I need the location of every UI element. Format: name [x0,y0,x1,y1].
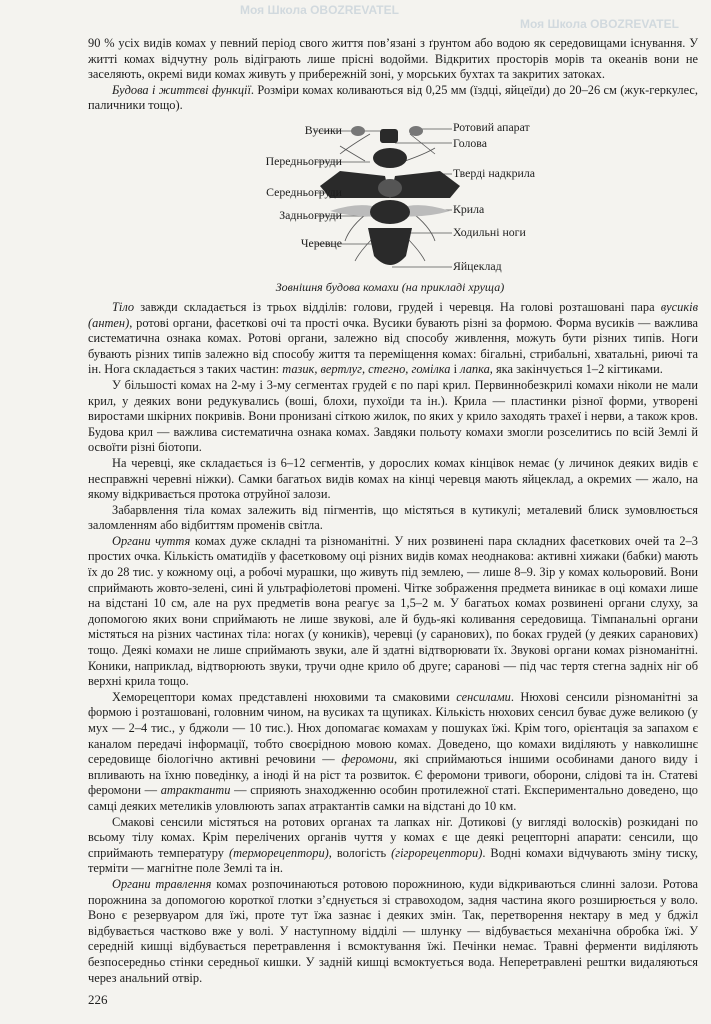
paragraph [88,300,698,378]
italic-term: атрактанти [160,783,231,798]
page-column [88,36,698,1007]
page-number: 226 [88,992,108,1008]
text-run: комах розпочинаються ротовою порожниною, куди відкриваються слинні залози. Ротова порожнина за допомогою короткої глотки з’єднується зі стравоходом, задня частина якого розширюється у воло. Воно є резервуаром для їжі, проте тут їжа зазнає і деяких змін. Так, перетворення нектару в мед у бджіл відбувається частково вже у волі. У наступному відділі — шлунку — відбувається механічна обробка їжі. У середній кишці відбувається перетравлення і всмоктування їжі. Печінки немає. Травні ферменти виділяють безпосередньо стінки середньої кишки. У задній кишці всмоктується вода. Неперетравлені рештки видаляються через анальний отвір. [88,876,698,985]
figure-caption: Зовнішня будова комахи (на прикладі хруща) [275,279,505,294]
text-run: 90 % усіх видів комах у певний період свого життя пов’язані з ґрунтом або водою як середовищами існування. У житті комах відчутну роль відіграють лише прісні водойми. Відкритих просторів морів та океанів вони не заселяють, окремі види комах живуть у прибережній зоні, у морських бухтах та закритих затоках. [88,36,698,82]
text-run: . Розміри комах коливаються від 0,25 мм (їздці, яйцеїди) до 20–26 см (жук-геркулес, паличники тощо). [88,82,698,113]
text-run: , ротові органи, фасеткові очі та прості очка. Вусики бувають різні за формою. Форма вусиків — важлива систематична ознака комах. Ротові органи, залежно від способу живлення, можуть бути різних типів. Ноги бувають різних типів залежно від способу життя та переміщення комах: бігальні, стрибальні, хватальні, риючі та ін. Нога складається з таких частин: [88,315,698,377]
label-wings: Крила [453,201,485,216]
text-run: Забарвлення тіла комах залежить від пігментів, що містяться в кутикулі; металевий блиск зумовлюється заломленням або відбиттям променів світла. [88,502,698,533]
italic-term: (терморецептори) [228,845,329,860]
label-antennae: Вусики [304,122,342,137]
paragraph [88,456,698,503]
label-head: Голова [453,135,487,150]
text-run: У більшості комах на 2-му і 3-му сегментах грудей є по парі крил. Первиннобезкрилі комахи ніколи не мали крил, у деяких вони редукувались (воші, блохи, пухоїди та ін.). Крила — пластинки різної форми, утворені виростами шкірних покривів. Вони пронизані сіткою жилок, по яких у крило заходять трахеї і нерви, а також кров. Будова крил — важлива систематична ознака комах. Завдяки польоту комахи змогли розселитись по всій Землі й освоїти різні біотопи. [88,377,698,455]
paragraph [88,690,698,815]
text-run: — сприяють знаходженню особин протилежної статі. Експериментально доведено, що самці деяких метеликів уловлюють запах атрактантів самки на відстані до 10 км. [88,783,698,813]
paragraph [88,503,698,534]
label-walking-legs: Ходильні ноги [453,224,526,239]
label-ovipositor: Яйцеклад [453,258,502,273]
text-run: завжди складається із трьох відділів: голови, грудей і черевця. На голові розташовані пара [134,299,661,314]
paragraph [88,378,698,456]
italic-term: (гігрорецептори) [391,845,483,860]
label-metathorax: Задньогруди [279,207,342,222]
text-run: . Водні комахи відчувають зміну тиску, терміти — магнітне поле Землі та ін. [88,845,698,876]
label-abdomen: Черевце [300,235,342,250]
text-run: . Нюхові сенсили різноманітні за формою і розташовані, головним чином, на вусиках та щупиках. Кількість нюхових сенсил буває дуже великою (у мух — 2–4 тис., у бджоли — 10 тис.). Нюх допомагає комахам у пошуках їжі. Крім того, орієнтація за запахом є каналом передачі інформації, тобто своєрідною мовою комах. Доведено, що комахи виділяють у навколишнє середовище біологічно активні речовини — [88,689,698,767]
label-mesothorax: Середньогруди [266,184,342,199]
text-run: , вологість [328,845,392,860]
paragraph [88,36,698,83]
italic-term: феромони [341,752,394,767]
italic-term: Органи чуття [112,533,191,548]
label-mouthparts: Ротовий апарат [453,119,530,134]
text-run: На черевці, яке складається із 6–12 сегментів, у дорослих комах кінцівок немає (у личинок деяких видів є несправжні черевні ніжки). Самки багатьох видів комах на кінці черевця мають яйцеклад, а окремих — жало, на якому відкривається протока отруйної залози. [88,455,698,502]
text-run: Хеморецептори комах представлені нюховими та смаковими [112,689,457,704]
body-text [88,300,698,986]
watermark: Моя Школа OBOZREVATEL [240,3,399,17]
paragraph [88,815,698,877]
insect-figure [220,116,560,298]
italic-term: тазик, вертлуг, стегно, гомілка [282,362,451,377]
italic-term: Тіло [112,299,135,314]
text-run: , які сприймаються іншими особинами даного виду і впливають на їхню поведінку, а іноді й на ріст та розвиток. Є феромони тривоги, оборони, слідові та ін. Статеві феромони — [88,752,698,798]
paragraph [88,534,698,690]
paragraph [88,83,698,114]
text-run: і [450,362,461,377]
italic-term: сенсилами [456,689,511,704]
text-run: комах дуже складні та різноманітні. У них розвинені пара складних фасеткових очей та 2–3 простих очка. Кількість оматидіїв у фасетковому оці різних видів комах неоднакова: активні хижаки (бабки) мають їх до 28 тис. у кожному оці, а робочі мурашки, що живуть під землею, — лише 8–9. Зір у комах кольоровий. Вони сприймають жовто-зелені, сині й ультрафіолетові промені. Чітке зображення предмета виникає в оці комахи лише на відстані 10 см, але на рух предметів вона реагує за 1,5–2 м. У багатьох комах розвинені органи слуху, за допомогою яких вони сприймають не лише звукові, але й будь-які коливання середовища. Тімпанальні органи містяться на різних частинах тіла: ногах (у коників), черевці (у саранових), по боках грудей (у деяких саранових) тощо. Деякі комахи не лише сприймають звуки, але й здатні відтворювати їх. Звукові органи комах різноманітні. Коники, наприклад, відтворюють звуки, тручи одне крило об друге; саранові — під час тертя стегна задніх ніг об верхні крила тощо. [88,533,698,689]
label-elytra: Тверді надкрила [453,165,535,180]
paragraph [88,877,698,986]
text-run: , яка закінчується 1–2 кігтиками. [489,362,663,377]
italic-term: вусиків (антен) [88,299,698,330]
watermark: Моя Школа OBOZREVATEL [520,17,679,31]
label-prothorax: Передньогруди [265,153,342,168]
italic-term: лапка [460,362,490,377]
italic-term: Органи травлення [112,876,212,891]
intro-text [88,36,698,114]
italic-term: Будова і життєві функції [112,82,251,97]
text-run: Смакові сенсили містяться на ротових органах та лапках ніг. Дотикові (у вигляді волосків) розкидані по всьому тілу комах. Крім перелічених органів чуття у комах є ще деякі рецепторні апарати: сенсили, що сприймають температуру [88,814,698,860]
